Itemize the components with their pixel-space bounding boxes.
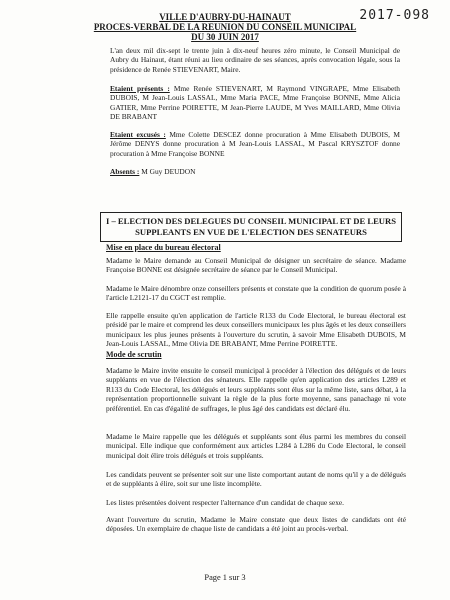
absent-label: Absents :: [110, 167, 140, 176]
excused-list: Mme Colette DESCEZ donne procuration à Mme Elisabeth DUBOIS, M Jérôme DENYS donne procuration à M Jean-Louis LASSAL, M Pascal KRYSZTOF donne procuration à Mme Françoise BONNE: [110, 130, 400, 158]
present-list: Mme Renée STIEVENART, M Raymond VINGRAPE, Mme Elisabeth DUBOIS, M Jean-Louis LASSAL, Mme Maria PACE, Mme Françoise BONNE, Mme Alicia GATIER, Mme Perrine POIRETTE, M Jean-Pierre LAUDE, M Yves MAILLARD, Mme Olivia DE BRABANT: [110, 84, 400, 122]
bureau-paragraph-1: Madame le Maire demande au Conseil Municipal de désigner un secrétaire de séance. Madame Françoise BONNE est désignée secrétaire de séance par le Conseil Municipal.: [106, 256, 406, 275]
scrutin-heading: Mode de scrutin: [106, 350, 162, 359]
bureau-heading: Mise en place du bureau électoral: [106, 243, 221, 252]
excused-label: Etaient excusés :: [110, 130, 166, 139]
absent-paragraph: [110, 167, 400, 176]
town-heading: VILLE D'AUBRY-DU-HAINAUT: [159, 12, 291, 22]
bureau-paragraph-3: Elle rappelle ensuite qu'en application de l'article R133 du Code Electoral, le bureau électoral est présidé par le maire et comprend les deux conseillers municipaux les plus âgés et les deux conseillers municipaux les plus jeunes présents à l'ouverture du scrutin, à savoir Mme Elisabeth DUBOIS, M Jean-Louis LASSAL, Mme Olivia DE BRABANT, Mme Perrine POIRETTE.: [106, 311, 406, 349]
present-label: Etaient présents :: [110, 84, 170, 93]
section-title-box: [100, 212, 402, 242]
document-title: PROCES-VERBAL DE LA REUNION DU CONSEIL MUNICIPAL: [93, 22, 357, 32]
page-number: Page 1 sur 3: [204, 573, 246, 582]
meeting-date: DU 30 JUIN 2017: [191, 32, 259, 42]
scrutin-paragraph-3: Les candidats peuvent se présenter soit sur une liste comportant autant de noms qu'il y a de délégués et de suppléants à élire, soit sur une liste incomplète.: [106, 470, 406, 489]
intro-paragraph: L'an deux mil dix-sept le trente juin à dix-neuf heures zéro minute, le Conseil Municipal de Aubry du Hainaut, étant réuni au lieu ordinaire de ses séances, après convocation légale, sous la présidence de Renée STIEVENART, Maire.: [110, 46, 400, 74]
reference-number: 2017-098: [359, 8, 430, 23]
scrutin-paragraph-1: Madame le Maire invite ensuite le conseil municipal à procéder à l'élection des délégués et de leurs suppléants en vue de l'élection des sénateurs. Elle rappelle qu'en application des articles L289 et R133 du Code Electoral, les délégués et leurs suppléants sont élus sur la même liste, sans débat, à la représentation proportionnelle suivant la règle de la plus forte moyenne, sans panachage ni vote préférentiel. En cas d'égalité de suffrages, le plus âgé des candidats est déclaré élu.: [106, 366, 406, 413]
absent-list: M Guy DEUDON: [141, 167, 196, 176]
excused-paragraph: [110, 130, 400, 158]
scrutin-paragraph-5: Avant l'ouverture du scrutin, Madame le Maire constate que deux listes de candidats ont été déposées. Un exemplaire de chaque liste de candidats a été joint au procès-verbal.: [106, 515, 406, 534]
section-title-line1: I – ELECTION DES DELEGUES DU CONSEIL MUNICIPAL ET DE LEURS: [105, 216, 397, 226]
present-paragraph: [110, 84, 400, 122]
scrutin-paragraph-2: Madame le Maire rappelle que les délégués et suppléants sont élus parmi les membres du conseil municipal. Elle indique que conformément aux articles L284 à L286 du Code Electoral, le conseil municipal doit élire trois délégués et trois suppléants.: [106, 432, 406, 460]
section-title-line2: SUPPLEANTS EN VUE DE L'ELECTION DES SENATEURS: [135, 227, 367, 237]
scrutin-paragraph-4: Les listes présentées doivent respecter l'alternance d'un candidat de chaque sexe.: [106, 498, 345, 507]
bureau-paragraph-2: Madame le Maire dénombre onze conseillers présents et constate que la condition de quorum posée à l'article L2121-17 du CGCT est remplie.: [106, 284, 406, 303]
